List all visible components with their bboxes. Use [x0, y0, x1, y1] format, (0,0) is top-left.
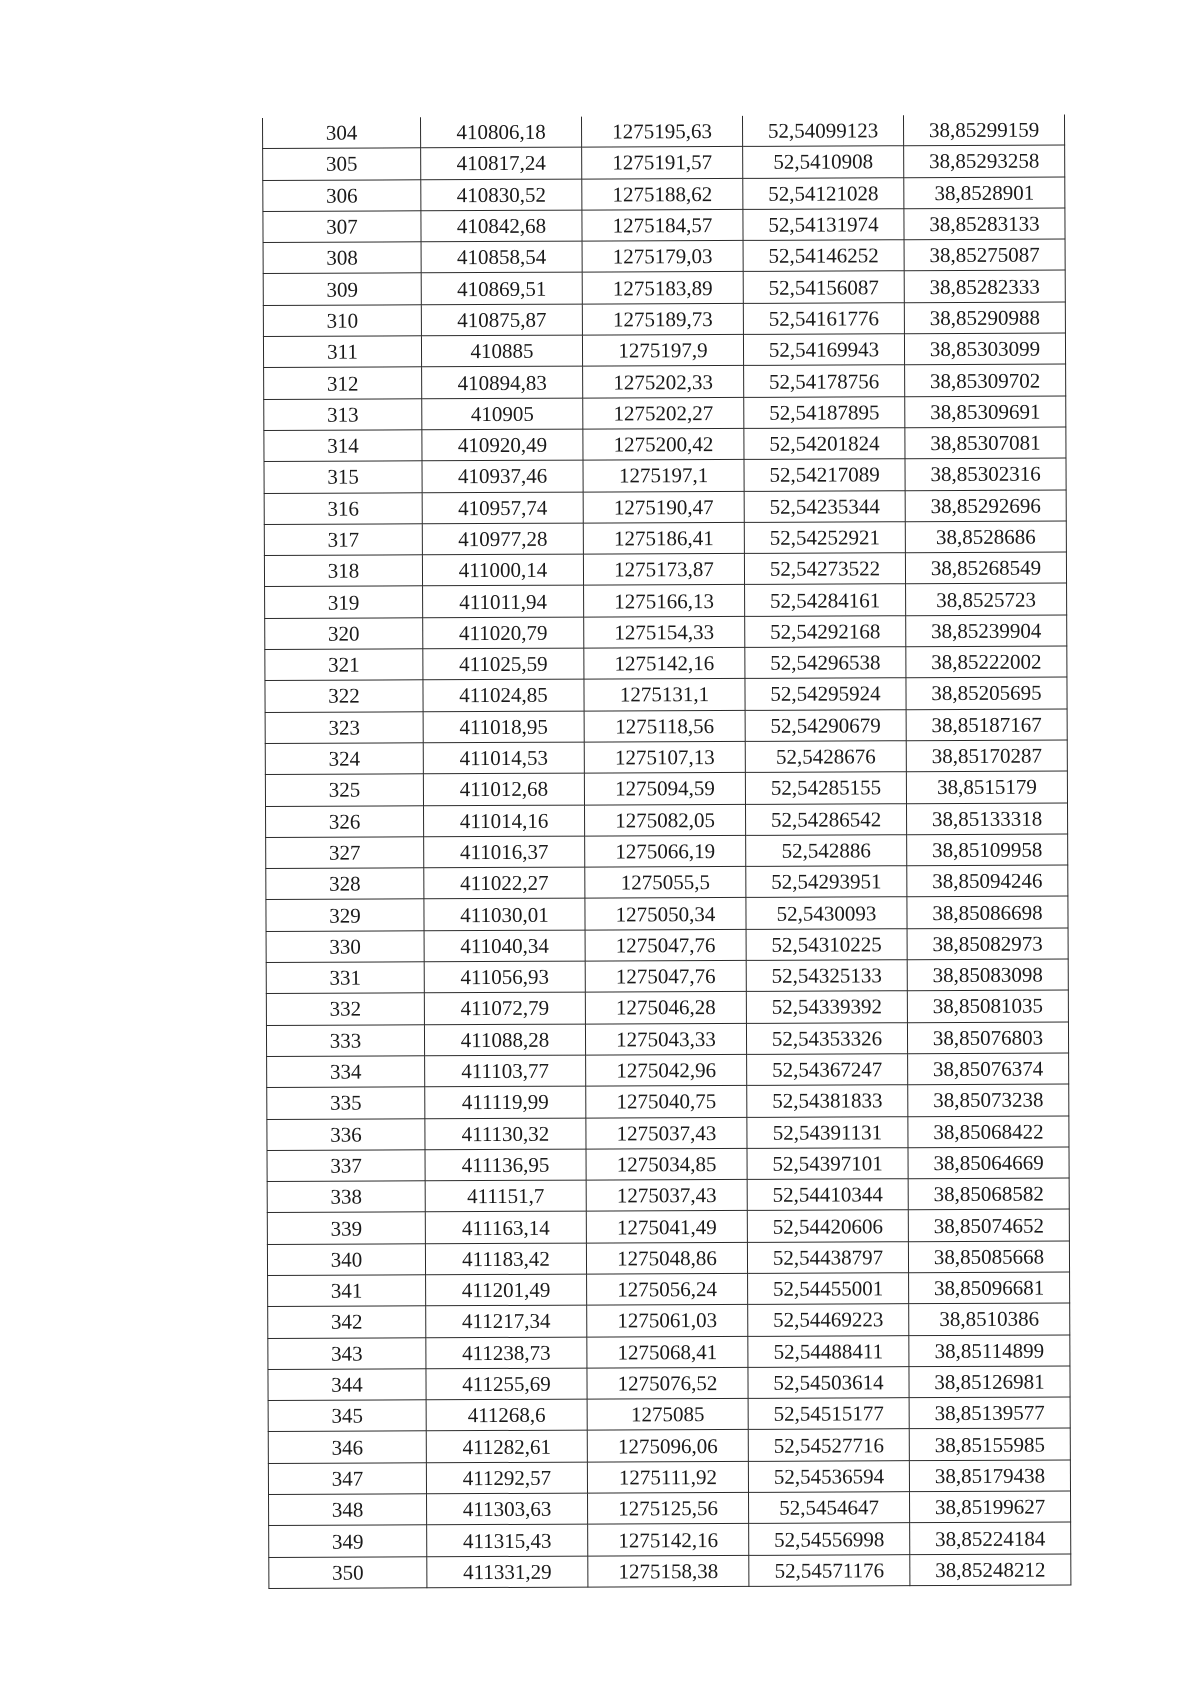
table-row [267, 1084, 1069, 1119]
table-row [265, 740, 1067, 775]
table-row [268, 1397, 1070, 1432]
point-number-cell: 335 [267, 1087, 425, 1119]
table-row [268, 1335, 1070, 1370]
latitude-cell: 52,54252921 [744, 522, 905, 554]
table-row [266, 803, 1068, 838]
table-row [267, 1178, 1069, 1213]
x-coordinate-cell: 411331,29 [427, 1556, 588, 1588]
x-coordinate-cell: 411012,68 [423, 773, 584, 805]
table-row [264, 396, 1066, 431]
point-number-cell: 307 [263, 211, 421, 243]
x-coordinate-cell: 410894,83 [422, 366, 583, 398]
x-coordinate-cell: 411217,34 [426, 1305, 587, 1337]
longitude-cell: 38,85068582 [908, 1178, 1069, 1210]
y-coordinate-cell: 1275111,92 [587, 1461, 748, 1493]
longitude-cell: 38,85179438 [909, 1460, 1070, 1492]
latitude-cell: 52,54292168 [745, 615, 906, 647]
point-number-cell: 314 [264, 430, 422, 462]
x-coordinate-cell: 411163,14 [425, 1211, 586, 1243]
y-coordinate-cell: 1275189,73 [582, 303, 743, 335]
longitude-cell: 38,85293258 [904, 145, 1065, 177]
y-coordinate-cell: 1275096,06 [587, 1430, 748, 1462]
longitude-cell: 38,85170287 [906, 740, 1067, 772]
x-coordinate-cell: 411238,73 [426, 1337, 587, 1369]
y-coordinate-cell: 1275186,41 [583, 522, 744, 554]
y-coordinate-cell: 1275040,75 [586, 1086, 747, 1118]
x-coordinate-cell: 411056,93 [424, 961, 585, 993]
latitude-cell: 52,54571176 [749, 1554, 910, 1586]
table-row [268, 1366, 1070, 1401]
latitude-cell: 52,54201824 [744, 428, 905, 460]
longitude-cell: 38,85299159 [903, 114, 1064, 145]
x-coordinate-cell: 411292,57 [426, 1462, 587, 1494]
longitude-cell: 38,8525723 [906, 583, 1067, 615]
y-coordinate-cell: 1275183,89 [582, 272, 743, 304]
longitude-cell: 38,85074652 [908, 1209, 1069, 1241]
x-coordinate-cell: 411020,79 [423, 617, 584, 649]
latitude-cell: 52,54527716 [748, 1429, 909, 1461]
y-coordinate-cell: 1275184,57 [582, 209, 743, 241]
longitude-cell: 38,85081035 [907, 990, 1068, 1022]
latitude-cell: 52,54353326 [746, 1022, 907, 1054]
x-coordinate-cell: 411136,95 [425, 1149, 586, 1181]
y-coordinate-cell: 1275118,56 [584, 710, 745, 742]
point-number-cell: 317 [264, 524, 422, 556]
y-coordinate-cell: 1275107,13 [584, 741, 745, 773]
latitude-cell: 52,54296538 [745, 647, 906, 679]
y-coordinate-cell: 1275142,16 [588, 1524, 749, 1556]
table-row [263, 270, 1065, 305]
latitude-cell: 52,54391131 [747, 1116, 908, 1148]
y-coordinate-cell: 1275195,63 [581, 116, 742, 147]
coordinates-table [262, 114, 1071, 1588]
table-row [263, 333, 1065, 368]
y-coordinate-cell: 1275085 [587, 1399, 748, 1431]
x-coordinate-cell: 410885 [421, 335, 582, 367]
y-coordinate-cell: 1275041,49 [586, 1211, 747, 1243]
table-row [267, 1147, 1069, 1182]
point-number-cell: 322 [265, 680, 423, 712]
point-number-cell: 324 [265, 743, 423, 775]
latitude-cell: 52,54284161 [745, 584, 906, 616]
point-number-cell: 315 [264, 461, 422, 493]
latitude-cell: 52,54455001 [748, 1273, 909, 1305]
x-coordinate-cell: 411151,7 [425, 1180, 586, 1212]
x-coordinate-cell: 411018,95 [423, 711, 584, 743]
y-coordinate-cell: 1275154,33 [584, 616, 745, 648]
longitude-cell: 38,85292696 [905, 490, 1066, 522]
point-number-cell: 345 [268, 1400, 426, 1432]
latitude-cell: 52,54235344 [744, 490, 905, 522]
longitude-cell: 38,85224184 [910, 1522, 1071, 1554]
table-row [266, 990, 1068, 1025]
longitude-cell: 38,85282333 [904, 270, 1065, 302]
longitude-cell: 38,85139577 [909, 1397, 1070, 1429]
point-number-cell: 334 [267, 1056, 425, 1088]
table-row [268, 1460, 1070, 1495]
table-row [264, 490, 1066, 525]
x-coordinate-cell: 411255,69 [426, 1368, 587, 1400]
longitude-cell: 38,85283133 [904, 208, 1065, 240]
point-number-cell: 304 [263, 117, 421, 148]
table-row [264, 552, 1066, 587]
point-number-cell: 319 [265, 586, 423, 618]
table-row [266, 959, 1068, 994]
point-number-cell: 308 [263, 242, 421, 274]
point-number-cell: 341 [268, 1275, 426, 1307]
y-coordinate-cell: 1275043,33 [585, 1023, 746, 1055]
x-coordinate-cell: 411088,28 [424, 1024, 585, 1056]
table-row [267, 1241, 1069, 1276]
table-row [263, 239, 1065, 274]
longitude-cell: 38,85068422 [908, 1115, 1069, 1147]
table-row [266, 896, 1068, 931]
point-number-cell: 327 [266, 837, 424, 869]
x-coordinate-cell: 411303,63 [427, 1493, 588, 1525]
x-coordinate-cell: 411103,77 [425, 1055, 586, 1087]
point-number-cell: 326 [266, 805, 424, 837]
table-row [265, 677, 1067, 712]
longitude-cell: 38,85302316 [905, 458, 1066, 490]
table-row [263, 177, 1065, 212]
point-number-cell: 344 [268, 1369, 426, 1401]
table-row [268, 1272, 1070, 1307]
latitude-cell: 52,54131974 [743, 209, 904, 241]
longitude-cell: 38,85239904 [906, 615, 1067, 647]
longitude-cell: 38,85086698 [907, 896, 1068, 928]
x-coordinate-cell: 410842,68 [421, 210, 582, 242]
y-coordinate-cell: 1275082,05 [584, 804, 745, 836]
table-row [266, 928, 1068, 963]
point-number-cell: 329 [266, 899, 424, 931]
point-number-cell: 338 [267, 1181, 425, 1213]
table-row [269, 1554, 1071, 1589]
y-coordinate-cell: 1275037,43 [586, 1179, 747, 1211]
y-coordinate-cell: 1275076,52 [587, 1367, 748, 1399]
point-number-cell: 310 [263, 305, 421, 337]
x-coordinate-cell: 411268,6 [426, 1399, 587, 1431]
table-row [265, 615, 1067, 650]
point-number-cell: 323 [265, 711, 423, 743]
point-number-cell: 349 [269, 1525, 427, 1557]
latitude-cell: 52,54146252 [743, 240, 904, 272]
longitude-cell: 38,85205695 [906, 677, 1067, 709]
latitude-cell: 52,54397101 [747, 1147, 908, 1179]
y-coordinate-cell: 1275131,1 [584, 679, 745, 711]
y-coordinate-cell: 1275197,9 [582, 334, 743, 366]
point-number-cell: 347 [268, 1463, 426, 1495]
table-row [264, 364, 1066, 399]
longitude-cell: 38,85114899 [909, 1335, 1070, 1367]
longitude-cell: 38,85222002 [906, 646, 1067, 678]
point-number-cell: 328 [266, 868, 424, 900]
latitude-cell: 52,54285155 [745, 772, 906, 804]
y-coordinate-cell: 1275047,76 [585, 960, 746, 992]
y-coordinate-cell: 1275056,24 [587, 1273, 748, 1305]
point-number-cell: 342 [268, 1306, 426, 1338]
x-coordinate-cell: 410977,28 [422, 523, 583, 555]
longitude-cell: 38,85309691 [905, 396, 1066, 428]
longitude-cell: 38,85275087 [904, 239, 1065, 271]
table-row [267, 1209, 1069, 1244]
y-coordinate-cell: 1275197,1 [583, 460, 744, 492]
latitude-cell: 52,54290679 [745, 709, 906, 741]
x-coordinate-cell: 411022,27 [424, 867, 585, 899]
x-coordinate-cell: 411024,85 [423, 679, 584, 711]
longitude-cell: 38,85076374 [908, 1053, 1069, 1085]
longitude-cell: 38,85126981 [909, 1366, 1070, 1398]
point-number-cell: 320 [265, 618, 423, 650]
longitude-cell: 38,85133318 [906, 803, 1067, 835]
table-row [268, 1303, 1070, 1338]
x-coordinate-cell: 411000,14 [422, 554, 583, 586]
point-number-cell: 332 [266, 993, 424, 1025]
latitude-cell: 52,54488411 [748, 1335, 909, 1367]
point-number-cell: 337 [267, 1150, 425, 1182]
y-coordinate-cell: 1275179,03 [582, 241, 743, 273]
x-coordinate-cell: 410905 [422, 398, 583, 430]
x-coordinate-cell: 411025,59 [423, 648, 584, 680]
x-coordinate-cell: 410817,24 [421, 147, 582, 179]
point-number-cell: 346 [268, 1431, 426, 1463]
table-row [265, 709, 1067, 744]
y-coordinate-cell: 1275037,43 [586, 1117, 747, 1149]
table-row [266, 834, 1068, 869]
point-number-cell: 339 [267, 1212, 425, 1244]
y-coordinate-cell: 1275125,56 [588, 1492, 749, 1524]
latitude-cell: 52,54420606 [747, 1210, 908, 1242]
latitude-cell: 52,54293951 [746, 866, 907, 898]
x-coordinate-cell: 411130,32 [425, 1118, 586, 1150]
latitude-cell: 52,54169943 [743, 334, 904, 366]
longitude-cell: 38,8515179 [906, 771, 1067, 803]
latitude-cell: 52,5430093 [746, 897, 907, 929]
x-coordinate-cell: 410806,18 [420, 117, 581, 148]
latitude-cell: 52,5428676 [745, 741, 906, 773]
y-coordinate-cell: 1275166,13 [584, 585, 745, 617]
point-number-cell: 343 [268, 1337, 426, 1369]
latitude-cell: 52,54410344 [747, 1179, 908, 1211]
y-coordinate-cell: 1275042,96 [586, 1054, 747, 1086]
latitude-cell: 52,5454647 [749, 1492, 910, 1524]
point-number-cell: 336 [267, 1118, 425, 1150]
latitude-cell: 52,54556998 [749, 1523, 910, 1555]
longitude-cell: 38,85290988 [904, 302, 1065, 334]
point-number-cell: 333 [266, 1024, 424, 1056]
longitude-cell: 38,85303099 [904, 333, 1065, 365]
table-row [263, 114, 1065, 148]
latitude-cell: 52,54295924 [745, 678, 906, 710]
table-row [264, 427, 1066, 462]
longitude-cell: 38,85082973 [907, 928, 1068, 960]
longitude-cell: 38,85155985 [909, 1428, 1070, 1460]
x-coordinate-cell: 410920,49 [422, 429, 583, 461]
y-coordinate-cell: 1275191,57 [582, 147, 743, 179]
table-row [263, 302, 1065, 337]
x-coordinate-cell: 411119,99 [425, 1086, 586, 1118]
point-number-cell: 312 [264, 367, 422, 399]
table-row [265, 771, 1067, 806]
y-coordinate-cell: 1275202,27 [583, 397, 744, 429]
point-number-cell: 318 [264, 555, 422, 587]
y-coordinate-cell: 1275158,38 [588, 1555, 749, 1587]
longitude-cell: 38,85096681 [909, 1272, 1070, 1304]
x-coordinate-cell: 411014,16 [424, 805, 585, 837]
point-number-cell: 331 [266, 962, 424, 994]
y-coordinate-cell: 1275202,33 [583, 366, 744, 398]
latitude-cell: 52,54178756 [744, 365, 905, 397]
longitude-cell: 38,85187167 [906, 709, 1067, 741]
latitude-cell: 52,54273522 [744, 553, 905, 585]
longitude-cell: 38,85094246 [907, 865, 1068, 897]
table-row [269, 1491, 1071, 1526]
x-coordinate-cell: 411072,79 [424, 992, 585, 1024]
longitude-cell: 38,85309702 [905, 364, 1066, 396]
longitude-cell: 38,8528901 [904, 177, 1065, 209]
x-coordinate-cell: 411201,49 [426, 1274, 587, 1306]
latitude-cell: 52,54381833 [747, 1085, 908, 1117]
x-coordinate-cell: 410957,74 [422, 492, 583, 524]
point-number-cell: 316 [264, 492, 422, 524]
x-coordinate-cell: 410858,54 [421, 241, 582, 273]
table-row [266, 865, 1068, 900]
point-number-cell: 311 [263, 336, 421, 368]
point-number-cell: 348 [269, 1494, 427, 1526]
latitude-cell: 52,54161776 [743, 302, 904, 334]
latitude-cell: 52,54339392 [746, 991, 907, 1023]
y-coordinate-cell: 1275061,03 [587, 1305, 748, 1337]
latitude-cell: 52,54187895 [744, 396, 905, 428]
point-number-cell: 350 [269, 1556, 427, 1588]
longitude-cell: 38,85268549 [905, 552, 1066, 584]
latitude-cell: 52,54121028 [743, 177, 904, 209]
x-coordinate-cell: 410830,52 [421, 179, 582, 211]
table-row [269, 1522, 1071, 1557]
y-coordinate-cell: 1275066,19 [585, 835, 746, 867]
y-coordinate-cell: 1275034,85 [586, 1148, 747, 1180]
longitude-cell: 38,85248212 [910, 1554, 1071, 1586]
x-coordinate-cell: 411011,94 [423, 586, 584, 618]
latitude-cell: 52,54503614 [748, 1367, 909, 1399]
x-coordinate-cell: 411016,37 [424, 836, 585, 868]
latitude-cell: 52,54325133 [746, 960, 907, 992]
longitude-cell: 38,85199627 [910, 1491, 1071, 1523]
latitude-cell: 52,54099123 [742, 115, 903, 146]
point-number-cell: 340 [267, 1243, 425, 1275]
latitude-cell: 52,54156087 [743, 271, 904, 303]
table-row [267, 1053, 1069, 1088]
latitude-cell: 52,54515177 [748, 1398, 909, 1430]
y-coordinate-cell: 1275068,41 [587, 1336, 748, 1368]
latitude-cell: 52,54286542 [745, 803, 906, 835]
x-coordinate-cell: 411315,43 [427, 1524, 588, 1556]
y-coordinate-cell: 1275048,86 [586, 1242, 747, 1274]
point-number-cell: 325 [265, 774, 423, 806]
table-row [264, 458, 1066, 493]
point-number-cell: 313 [264, 398, 422, 430]
y-coordinate-cell: 1275188,62 [582, 178, 743, 210]
y-coordinate-cell: 1275050,34 [585, 898, 746, 930]
x-coordinate-cell: 411183,42 [425, 1243, 586, 1275]
latitude-cell: 52,5410908 [743, 146, 904, 178]
y-coordinate-cell: 1275046,28 [585, 992, 746, 1024]
longitude-cell: 38,85085668 [908, 1241, 1069, 1273]
latitude-cell: 52,54536594 [748, 1460, 909, 1492]
point-number-cell: 321 [265, 649, 423, 681]
table-row [266, 1022, 1068, 1057]
latitude-cell: 52,54217089 [744, 459, 905, 491]
x-coordinate-cell: 410875,87 [421, 304, 582, 336]
latitude-cell: 52,54469223 [748, 1304, 909, 1336]
longitude-cell: 38,85064669 [908, 1147, 1069, 1179]
x-coordinate-cell: 410869,51 [421, 273, 582, 305]
y-coordinate-cell: 1275142,16 [584, 647, 745, 679]
point-number-cell: 305 [263, 148, 421, 180]
x-coordinate-cell: 411040,34 [424, 930, 585, 962]
y-coordinate-cell: 1275094,59 [584, 773, 745, 805]
x-coordinate-cell: 411030,01 [424, 899, 585, 931]
table-row [265, 583, 1067, 618]
latitude-cell: 52,54438797 [747, 1241, 908, 1273]
y-coordinate-cell: 1275047,76 [585, 929, 746, 961]
longitude-cell: 38,85073238 [908, 1084, 1069, 1116]
x-coordinate-cell: 410937,46 [422, 460, 583, 492]
point-number-cell: 330 [266, 931, 424, 963]
table-row [263, 208, 1065, 243]
longitude-cell: 38,85076803 [907, 1022, 1068, 1054]
longitude-cell: 38,85083098 [907, 959, 1068, 991]
table-row [264, 521, 1066, 556]
latitude-cell: 52,542886 [746, 835, 907, 867]
table-row [265, 646, 1067, 681]
y-coordinate-cell: 1275190,47 [583, 491, 744, 523]
point-number-cell: 309 [263, 273, 421, 305]
longitude-cell: 38,85307081 [905, 427, 1066, 459]
y-coordinate-cell: 1275200,42 [583, 428, 744, 460]
point-number-cell: 306 [263, 179, 421, 211]
y-coordinate-cell: 1275173,87 [583, 554, 744, 586]
table-row [263, 145, 1065, 180]
longitude-cell: 38,8510386 [909, 1303, 1070, 1335]
latitude-cell: 52,54310225 [746, 928, 907, 960]
coordinates-table-body [263, 114, 1071, 1588]
x-coordinate-cell: 411282,61 [426, 1431, 587, 1463]
longitude-cell: 38,85109958 [907, 834, 1068, 866]
table-row [267, 1115, 1069, 1150]
y-coordinate-cell: 1275055,5 [585, 867, 746, 899]
longitude-cell: 38,8528686 [905, 521, 1066, 553]
x-coordinate-cell: 411014,53 [423, 742, 584, 774]
latitude-cell: 52,54367247 [747, 1054, 908, 1086]
table-row [268, 1428, 1070, 1463]
